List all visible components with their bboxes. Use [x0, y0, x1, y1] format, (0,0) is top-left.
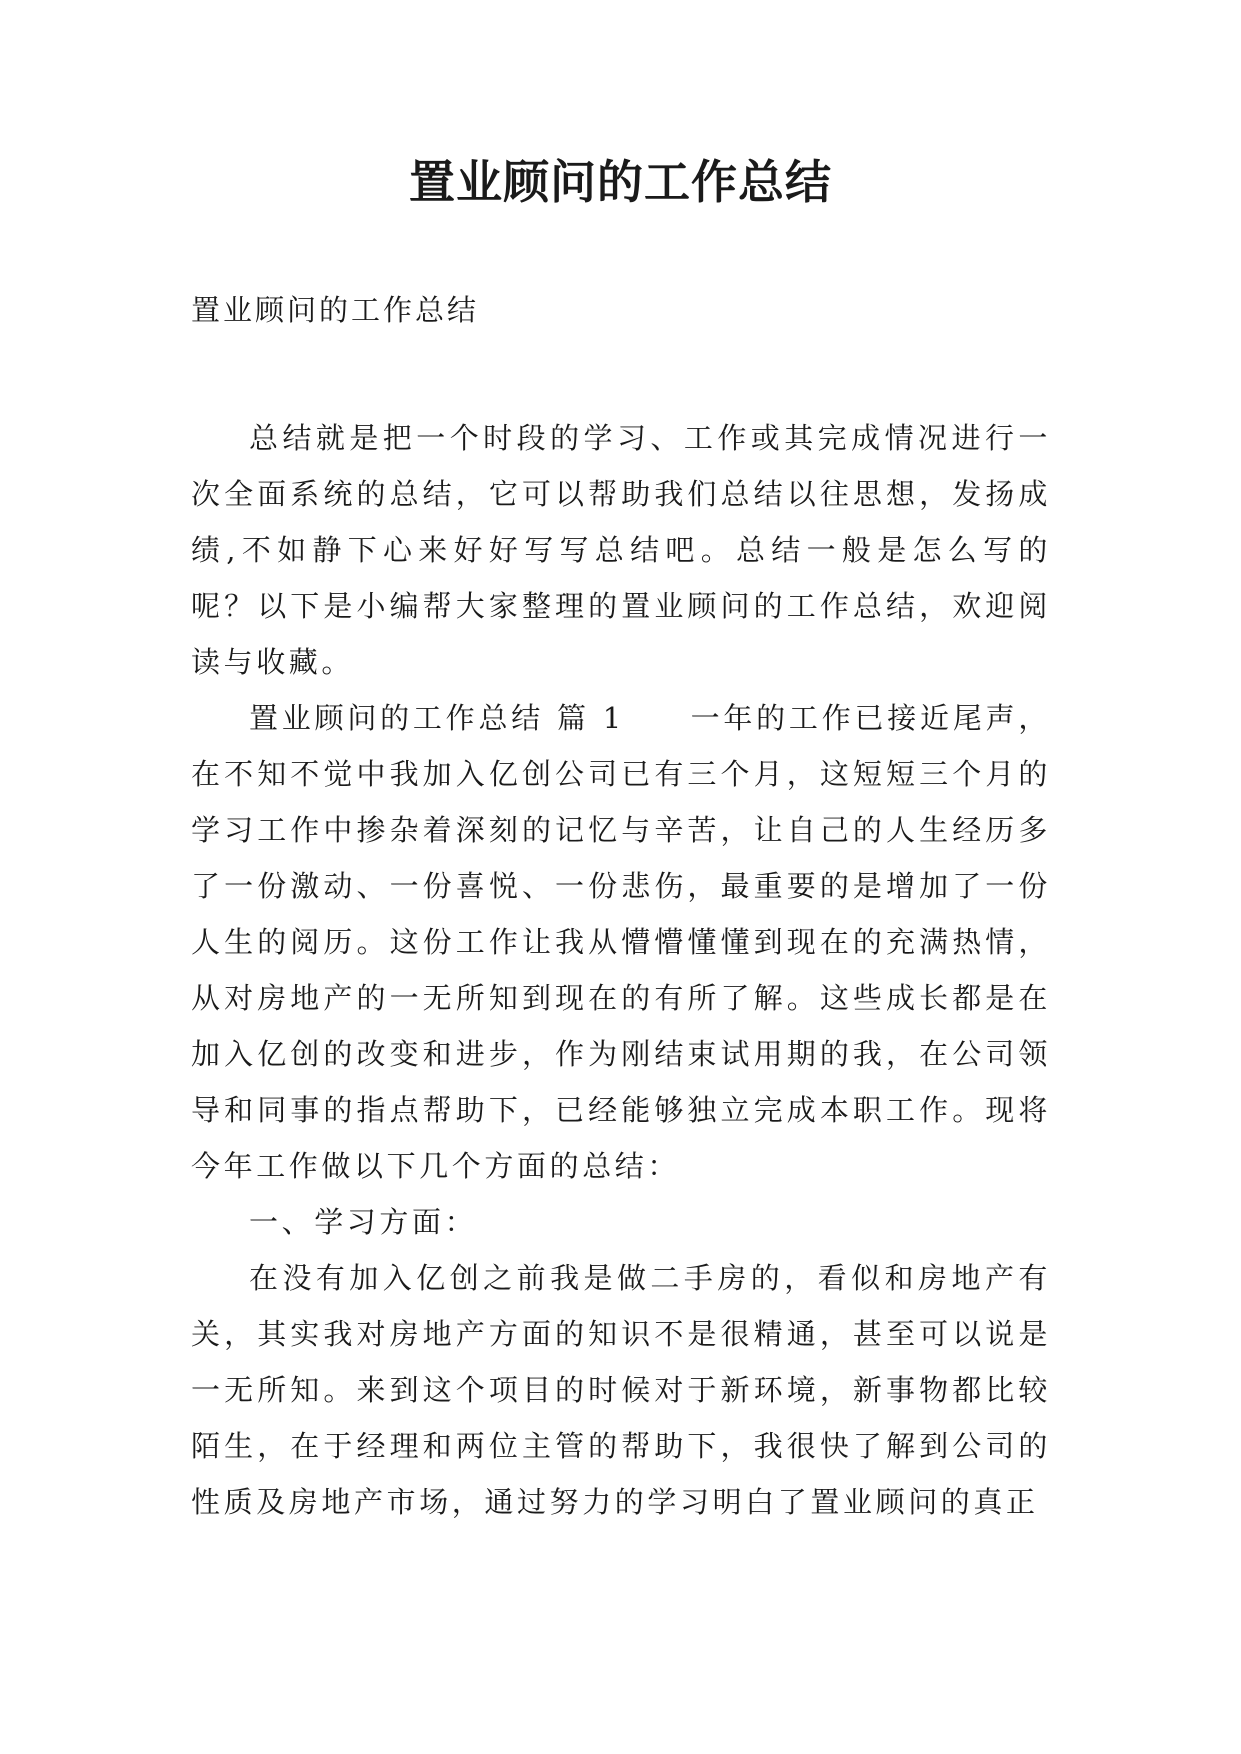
paragraph-intro: 总结就是把一个时段的学习、工作或其完成情况进行一次全面系统的总结，它可以帮助我们总结以往思想，发扬成绩,不如静下心来好好写写总结吧。总结一般是怎么写的呢？以下是小编帮大家整理的置业顾问的工作总结，欢迎阅读与收藏。	[191, 421, 1051, 679]
paragraph-section-1: 置业顾问的工作总结 篇 1 一年的工作已接近尾声，在不知不觉中我加入亿创公司已有三个月，这短短三个月的学习工作中掺杂着深刻的记忆与辛苦，让自己的人生经历多了一份激动、一份喜悦、一份悲伤，最重要的是增加了一份人生的阅历。这份工作让我从懵懵懂懂到现在的充满热情，从对房地产的一无所知到现在的有所了解。这些成长都是在加入亿创的改变和进步，作为刚结束试用期的我，在公司领导和同事的指点帮助下，已经能够独立完成本职工作。现将今年工作做以下几个方面的总结：	[191, 701, 1051, 1183]
document-title: 置业顾问的工作总结	[409, 155, 832, 209]
document-subtitle: 置业顾问的工作总结	[191, 293, 480, 327]
paragraph-heading-study: 一、学习方面：	[249, 1205, 478, 1239]
paragraph-study: 在没有加入亿创之前我是做二手房的，看似和房地产有关，其实我对房地产方面的知识不是很精通，甚至可以说是一无所知。来到这个项目的时候对于新环境，新事物都比较陌生，在于经理和两位主管的帮助下，我很快了解到公司的性质及房地产市场，通过努力的学习明白了置业顾问的真正	[191, 1261, 1051, 1519]
document-body	[191, 410, 1051, 1530]
